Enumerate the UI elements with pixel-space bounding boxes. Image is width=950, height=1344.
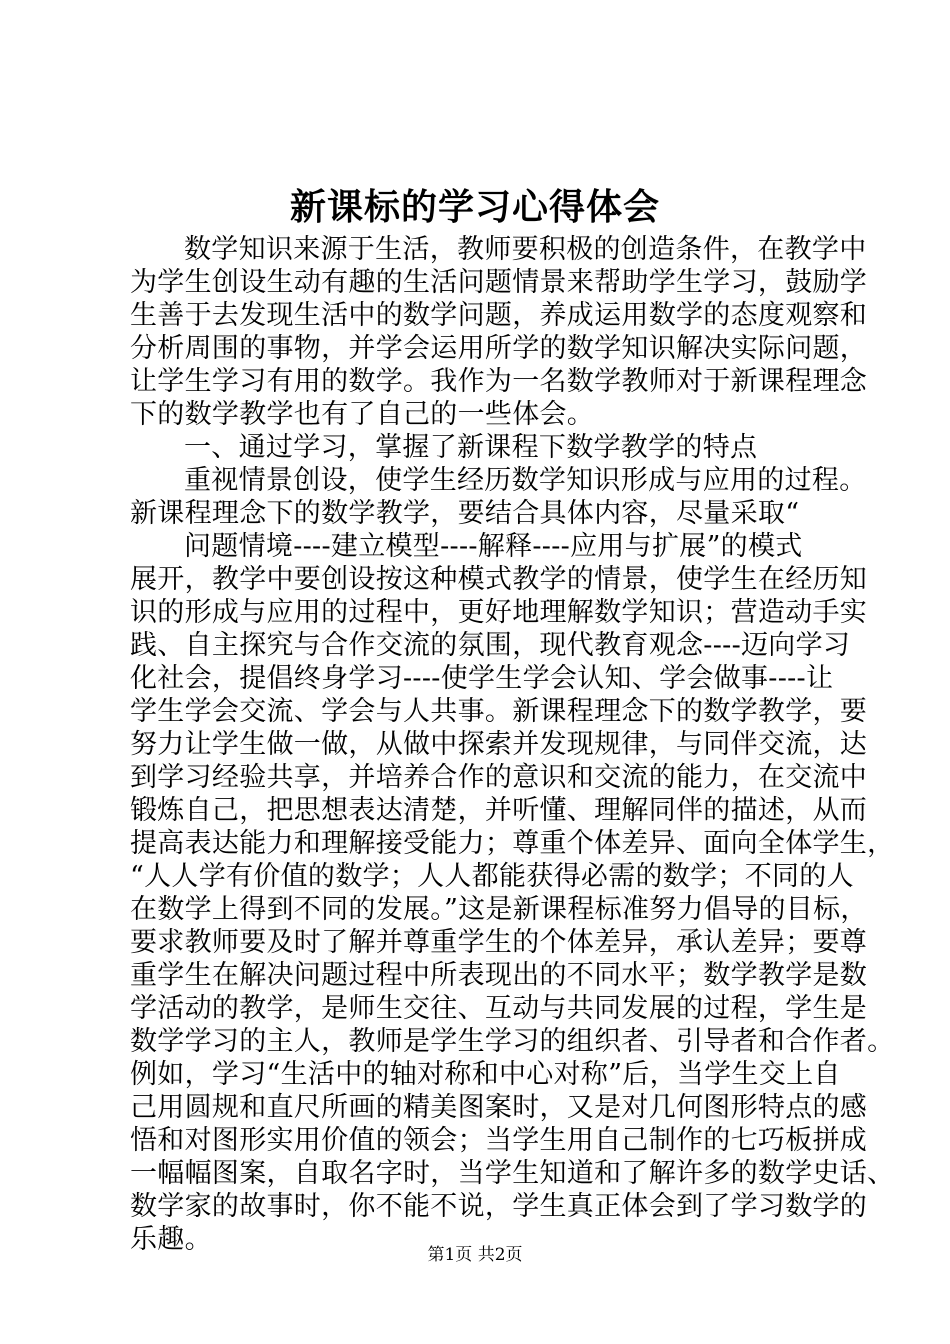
paragraph-line: 悟和对图形实用价值的领会；当学生用自己制作的七巧板拼成 [130,1125,868,1156]
paragraph-line: 例如，学习“生活中的轴对称和中心对称”后，当学生交上自 [130,1059,841,1090]
paragraph-line: 努力让学生做一做，从做中探索并发现规律，与同伴交流，达 [130,729,868,760]
paragraph-line: 己用圆规和直尺所画的精美图案时，又是对几何图形特点的感 [130,1092,868,1123]
paragraph-line: 为学生创设生动有趣的生活问题情景来帮助学生学习，鼓励学 [130,267,868,298]
paragraph-line: 践、自主探究与合作交流的氛围，现代教育观念----迈向学习 [130,630,851,661]
paragraph-line: 要求教师要及时了解并尊重学生的个体差异，承认差异；要尊 [130,927,868,958]
paragraph-line: 学活动的教学，是师生交往、互动与共同发展的过程，学生是 [130,993,868,1024]
document-title: 新课标的学习心得体会 [289,187,660,228]
paragraph-line: 数学家的故事时，你不能不说，学生真正体会到了学习数学的 [130,1191,868,1222]
paragraph-line: 生善于去发现生活中的数学问题，养成运用数学的态度观察和 [130,300,868,331]
paragraph-line: 一幅幅图案，自取名字时，当学生知道和了解许多的数学史话、 [130,1158,895,1189]
paragraph-line: “人人学有价值的数学；人人都能获得必需的数学；不同的人 [130,861,854,892]
paragraph-line: 问题情境----建立模型----解释----应用与扩展”的模式 [184,531,803,562]
paragraph-line: 提高表达能力和理解接受能力；尊重个体差异、面向全体学生， [130,828,895,859]
paragraph-line: 让学生学习有用的数学。我作为一名数学教师对于新课程理念 [130,366,868,397]
paragraph-line: 下的数学教学也有了自己的一些体会。 [130,399,595,430]
paragraph-line: 展开，教学中要创设按这种模式教学的情景，使学生在经历知 [130,564,868,595]
paragraph-line: 数学知识来源于生活，教师要积极的创造条件，在教学中 [184,234,867,265]
page-footer: 第1页 共2页 [427,1245,523,1265]
paragraph-line: 化社会，提倡终身学习----使学生学会认知、学会做事----让 [130,663,834,694]
paragraph-line: 分析周围的事物，并学会运用所学的数学知识解决实际问题， [130,333,868,364]
section-heading: 一、通过学习，掌握了新课程下数学教学的特点 [184,432,758,463]
paragraph-line: 重学生在解决问题过程中所表现出的不同水平；数学教学是数 [130,960,868,991]
paragraph-line: 重视情景创设，使学生经历数学知识形成与应用的过程。 [184,465,867,496]
paragraph-line: 新课程理念下的数学教学，要结合具体内容，尽量采取“ [130,498,800,529]
paragraph-line: 识的形成与应用的过程中，更好地理解数学知识；营造动手实 [130,597,868,628]
paragraph-line: 数学学习的主人，教师是学生学习的组织者、引导者和合作者。 [130,1026,895,1057]
paragraph-line: 学生学会交流、学会与人共事。新课程理念下的数学教学，要 [130,696,868,727]
paragraph-line: 到学习经验共享，并培养合作的意识和交流的能力，在交流中 [130,762,868,793]
document-body [130,233,895,1256]
paragraph-line: 在数学上得到不同的发展。”这是新课程标准努力倡导的目标， [130,894,868,925]
paragraph-line: 乐趣。 [130,1224,212,1255]
paragraph-line: 锻炼自己，把思想表达清楚，并听懂、理解同伴的描述，从而 [130,795,868,826]
